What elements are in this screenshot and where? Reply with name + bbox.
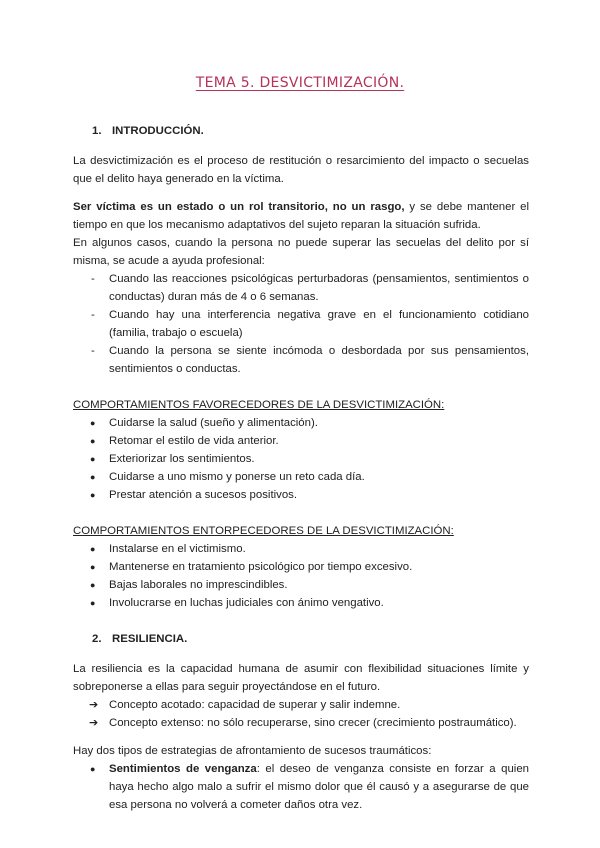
strategy-description: : el deseo de venganza consiste en forzar a quien haya hecho algo malo a sufrir el mismo dolor que él causó y a asegurarse de que esa persona no volverá a cometer daños otra vez. [109, 763, 529, 811]
list-item: ➔ Concepto acotado: capacidad de superar y salir indemne. [73, 696, 529, 714]
strategy-title: Sentimientos de venganza [109, 763, 257, 775]
list-item: ● Prestar atención a sucesos positivos. [73, 486, 529, 504]
intro-paragraph-2 [73, 198, 529, 234]
resiliencia-paragraph-2: Hay dos tipos de estrategias de afrontamiento de sucesos traumáticos: [73, 745, 432, 757]
list-item: ● Bajas laborales no imprescindibles. [73, 576, 529, 594]
bullet-list-favorecedores [73, 414, 529, 504]
subheading-favorecedores: COMPORTAMIENTOS FAVORECEDORES DE LA DESVICTIMIZACIÓN: [73, 399, 445, 411]
list-item: - Cuando las reacciones psicológicas perturbadoras (pensamientos, sentimientos o conductas) duran más de 4 o 6 semanas. [73, 270, 529, 306]
section-title: INTRODUCCIÓN. [112, 125, 204, 137]
list-item: ● Cuidarse la salud (sueño y alimentación). [73, 414, 529, 432]
document-body [73, 114, 529, 814]
list-item: ● Mantenerse en tratamiento psicológico por tiempo excesivo. [73, 558, 529, 576]
section-heading-introduccion [92, 122, 529, 140]
section-number: 2. [92, 633, 102, 645]
intro-paragraph-2-bold: Ser víctima es un estado o un rol transitorio, no un rasgo, [73, 201, 405, 213]
list-item [73, 760, 529, 814]
list-item: - Cuando hay una interferencia negativa grave en el funcionamiento cotidiano (familia, trabajo o escuela) [73, 306, 529, 342]
list-item: ● Instalarse en el victimismo. [73, 540, 529, 558]
section-number: 1. [92, 125, 102, 137]
dash-list [73, 270, 529, 378]
list-item: ● Involucrarse en luchas judiciales con ánimo vengativo. [73, 594, 529, 612]
arrow-list [73, 696, 529, 732]
page-title: TEMA 5. DESVICTIMIZACIÓN. [195, 75, 405, 91]
subheading-entorpecedores: COMPORTAMIENTOS ENTORPECEDORES DE LA DESVICTIMIZACIÓN: [73, 525, 454, 537]
section-heading-resiliencia [92, 630, 529, 648]
list-item: ● Cuidarse a uno mismo y ponerse un reto cada día. [73, 468, 529, 486]
list-item: ➔ Concepto extenso: no sólo recuperarse, sino crecer (crecimiento postraumático). [73, 714, 529, 732]
section-title: RESILIENCIA. [112, 633, 188, 645]
bullet-list-entorpecedores [73, 540, 529, 612]
bullet-list-estrategias [73, 760, 529, 814]
list-item: ● Retomar el estilo de vida anterior. [73, 432, 529, 450]
resiliencia-paragraph-1: La resiliencia es la capacidad humana de asumir con flexibilidad situaciones límite y sobreponerse a ellas para seguir proyectándose en el futuro. [73, 663, 529, 693]
intro-paragraph-2-rest: y se debe mantener el tiempo en que los mecanismo adaptativos del sujeto reparan la situación sufrida. [73, 201, 529, 231]
intro-paragraph-3: En algunos casos, cuando la persona no puede superar las secuelas del delito por sí misma, se acude a ayuda profesional: [73, 237, 529, 267]
intro-paragraph-1: La desvictimización es el proceso de restitución o resarcimiento del impacto o secuelas que el delito haya generado en la víctima. [73, 155, 529, 185]
list-item: - Cuando la persona se siente incómoda o desbordada por sus pensamientos, sentimientos o conductas. [73, 342, 529, 378]
list-item: ● Exteriorizar los sentimientos. [73, 450, 529, 468]
